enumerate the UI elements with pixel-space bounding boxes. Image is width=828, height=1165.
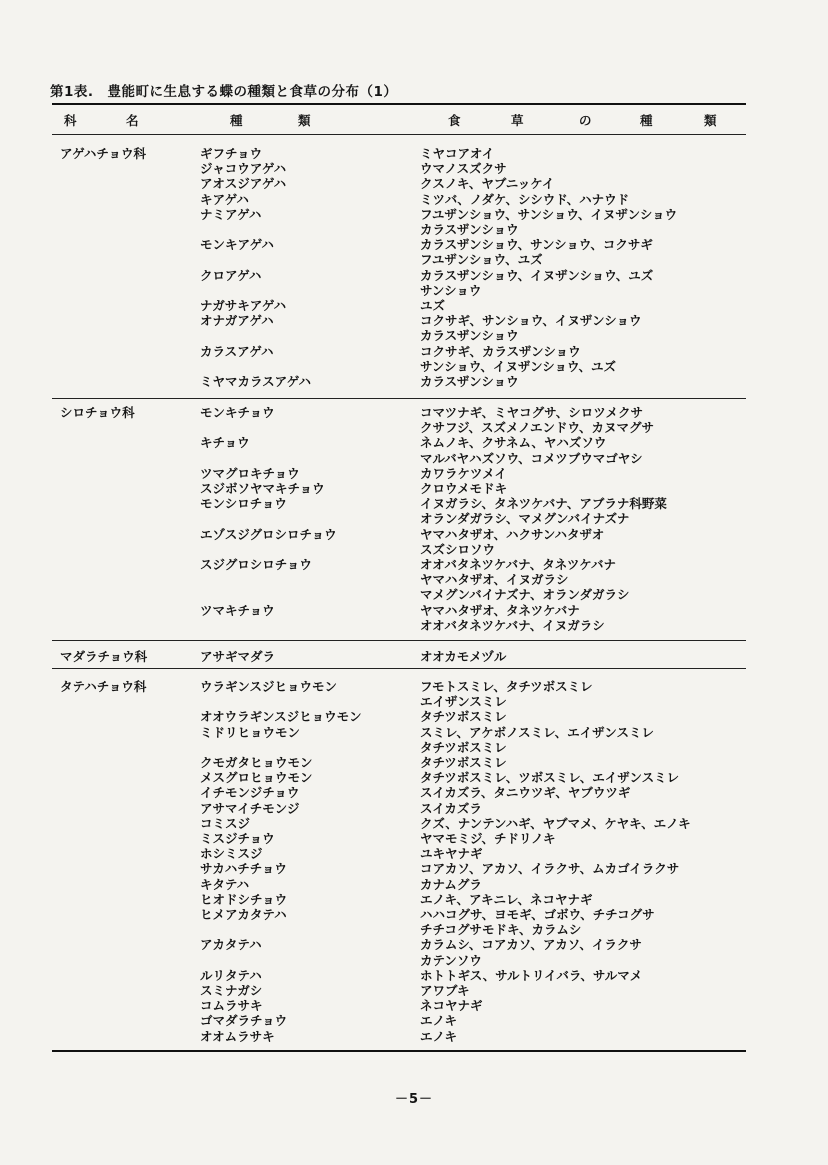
food-plant-line: エノキ: [420, 1028, 458, 1044]
header-rule: [52, 134, 746, 135]
food-plant-line: カラムシ、コアカソ、アカソ、イラクサ: [420, 937, 642, 953]
food-plant-line: タチツボスミレ、ツボスミレ、エイザンスミレ: [420, 770, 680, 786]
species-name: クロアゲハ: [200, 267, 262, 283]
species-name: ミスジチョウ: [200, 831, 275, 846]
species-name: キアゲハ: [200, 191, 249, 207]
species-name: ナガサキアゲハ: [200, 298, 287, 313]
species-name: コムラサキ: [200, 998, 263, 1014]
family-name: タテハチョウ科: [60, 679, 147, 694]
header-food-4: 種: [640, 113, 654, 128]
species-name: ナミアゲハ: [200, 206, 262, 222]
species-name: ジャコウアゲハ: [200, 161, 287, 177]
top-rule: [52, 103, 746, 105]
header-food-1: 食: [448, 113, 462, 128]
food-plant-line: フユザンショウ、サンショウ、イヌザンショウ: [420, 206, 678, 222]
food-plant-line: フモトスミレ、タチツボスミレ: [420, 679, 593, 694]
species-name: サカハチチョウ: [200, 861, 287, 877]
food-plant-line: ヤマモミジ、チドリノキ: [420, 831, 556, 846]
species-name: ミヤマカラスアゲハ: [200, 374, 312, 389]
food-plant-line: タチツボスミレ: [420, 755, 507, 770]
family-name: シロチョウ科: [60, 405, 135, 420]
header-species-2: 類: [298, 113, 312, 128]
species-name: オオウラギンスジヒョウモン: [200, 709, 362, 725]
food-plant-line: ユキヤナギ: [420, 846, 483, 862]
species-name: ツマキチョウ: [200, 602, 275, 618]
food-plant-line: マルバヤハズソウ、コメツブウマゴヤシ: [420, 450, 643, 466]
section-divider: [52, 640, 746, 641]
food-plant-line: スズシロソウ: [420, 541, 496, 557]
food-plant-line: スイカズラ、タニウツギ、ヤブウツギ: [420, 785, 631, 801]
food-plant-line: ネコヤナギ: [420, 998, 483, 1014]
header-food-2: 草: [511, 113, 525, 128]
species-name: イチモンジチョウ: [200, 785, 300, 801]
food-plant-line: マメグンバイナズナ、オランダガラシ: [420, 587, 630, 603]
species-name: アサギマダラ: [200, 649, 276, 664]
food-plant-line: ヤマハタザオ、イヌガラシ: [420, 572, 569, 588]
species-name: ギフチョウ: [200, 146, 263, 161]
header-food-5: 類: [704, 113, 718, 128]
food-plant-line: タチツボスミレ: [420, 709, 507, 725]
species-name: オオムラサキ: [200, 1028, 275, 1044]
species-name: カラスアゲハ: [200, 343, 274, 359]
species-name: エゾスジグロシロチョウ: [200, 526, 337, 542]
species-name: スジグロシロチョウ: [200, 557, 312, 572]
food-plant-line: ミツバ、ノダケ、シシウド、ハナウド: [420, 191, 630, 207]
food-plant-line: コクサギ、サンショウ、イヌザンショウ: [420, 313, 642, 329]
food-plant-line: コアカソ、アカソ、イラクサ、ムカゴイラクサ: [420, 861, 680, 877]
food-plant-line: オオカモメヅル: [420, 649, 507, 664]
food-plant-line: エイザンスミレ: [420, 694, 507, 710]
food-plant-line: ハハコグサ、ヨモギ、ゴボウ、チチコグサ: [420, 907, 655, 922]
species-name: ルリタテハ: [200, 967, 262, 983]
food-plant-line: カテンソウ: [420, 952, 482, 968]
species-name: ウラギンスジヒョウモン: [200, 679, 338, 694]
header-family-2: 名: [126, 113, 140, 128]
food-plant-line: カラスザンショウ: [420, 374, 519, 389]
species-name: アカタテハ: [200, 937, 262, 953]
species-name: クモガタヒョウモン: [200, 755, 313, 770]
section-divider: [52, 668, 746, 669]
species-name: コミスジ: [200, 815, 251, 831]
species-name: アオスジアゲハ: [200, 176, 287, 192]
food-plant-line: イヌガラシ、タネツケバナ、アブラナ科野菜: [420, 496, 667, 512]
food-plant-line: カラスザンショウ: [420, 222, 519, 237]
species-name: モンシロチョウ: [200, 496, 287, 512]
food-plant-line: ミヤコアオイ: [420, 146, 495, 161]
food-plant-line: ヤマハタザオ、ハクサンハタザオ: [420, 526, 605, 542]
species-name: モンキチョウ: [200, 405, 275, 420]
species-name: ミドリヒョウモン: [200, 724, 301, 740]
food-plant-line: スイカズラ: [420, 800, 482, 816]
food-plant-line: カラスザンショウ、イヌザンショウ、ユズ: [420, 267, 654, 283]
food-plant-line: アワブキ: [420, 983, 470, 998]
food-plant-line: ユズ: [420, 298, 446, 313]
species-name: モンキアゲハ: [200, 237, 274, 253]
food-plant-line: カラスザンショウ、サンショウ、コクサギ: [420, 237, 653, 253]
food-plant-line: タチツボスミレ: [420, 739, 507, 755]
header-food-3: の: [579, 113, 593, 128]
food-plant-line: カワラケツメイ: [420, 465, 507, 481]
food-plant-line: コクサギ、カラスザンショウ: [420, 343, 581, 359]
section-divider: [52, 398, 746, 399]
food-plant-line: ホトトギス、サルトリイバラ、サルマメ: [420, 967, 643, 983]
food-plant-line: カラスザンショウ: [420, 328, 519, 344]
page-number: －5－: [394, 1092, 434, 1107]
species-name: ヒオドシチョウ: [200, 891, 288, 907]
food-plant-line: フユザンショウ、ユズ: [420, 252, 543, 268]
species-name: ツマグロキチョウ: [200, 465, 300, 481]
food-plant-line: サンショウ、イヌザンショウ、ユズ: [420, 358, 617, 374]
food-plant-line: ヤマハタザオ、タネツケバナ: [420, 602, 580, 618]
food-plant-line: クズ、ナンテンハギ、ヤブマメ、ケヤキ、エノキ: [420, 815, 691, 831]
header-family-1: 科: [64, 113, 78, 128]
table-title: 第1表. 豊能町に生息する蝶の種類と食草の分布（1）: [50, 84, 398, 100]
food-plant-line: カナムグラ: [420, 876, 482, 892]
food-plant-line: コマツナギ、ミヤコグサ、シロツメクサ: [420, 405, 644, 420]
species-name: キチョウ: [200, 435, 250, 451]
family-name: マダラチョウ科: [60, 649, 148, 664]
species-name: ヒメアカタテハ: [200, 907, 287, 922]
food-plant-line: エノキ、アキニレ、ネコヤナギ: [420, 891, 593, 907]
food-plant-line: クロウメモドキ: [420, 481, 508, 496]
food-plant-line: エノキ: [420, 1013, 458, 1029]
food-plant-line: クサフジ、スズメノエンドウ、カヌマグサ: [420, 420, 655, 436]
food-plant-line: チチコグサモドキ、カラムシ: [420, 922, 582, 938]
species-name: スミナガシ: [200, 983, 263, 998]
food-plant-line: オオバタネツケバナ、タネツケバナ: [420, 557, 617, 572]
species-name: ホシミスジ: [200, 846, 263, 862]
species-name: アサマイチモンジ: [200, 800, 300, 816]
species-name: スジボソヤマキチョウ: [200, 481, 325, 496]
food-plant-line: ネムノキ、クサネム、ヤハズソウ: [420, 435, 607, 451]
species-name: キタテハ: [200, 876, 250, 892]
bottom-rule: [52, 1050, 746, 1052]
species-name: オナガアゲハ: [200, 313, 274, 329]
species-name: ゴマダラチョウ: [200, 1013, 288, 1029]
species-name: メスグロヒョウモン: [200, 770, 313, 786]
header-species-1: 種: [230, 113, 244, 128]
food-plant-line: オランダガラシ、マメグンバイナズナ: [420, 511, 630, 527]
food-plant-line: オオバタネツケバナ、イヌガラシ: [420, 617, 605, 633]
food-plant-line: サンショウ: [420, 282, 482, 298]
food-plant-line: クスノキ、ヤブニッケイ: [420, 176, 555, 192]
food-plant-line: スミレ、アケボノスミレ、エイザンスミレ: [420, 724, 655, 740]
family-name: アゲハチョウ科: [60, 146, 147, 161]
food-plant-line: ウマノスズクサ: [420, 161, 507, 177]
